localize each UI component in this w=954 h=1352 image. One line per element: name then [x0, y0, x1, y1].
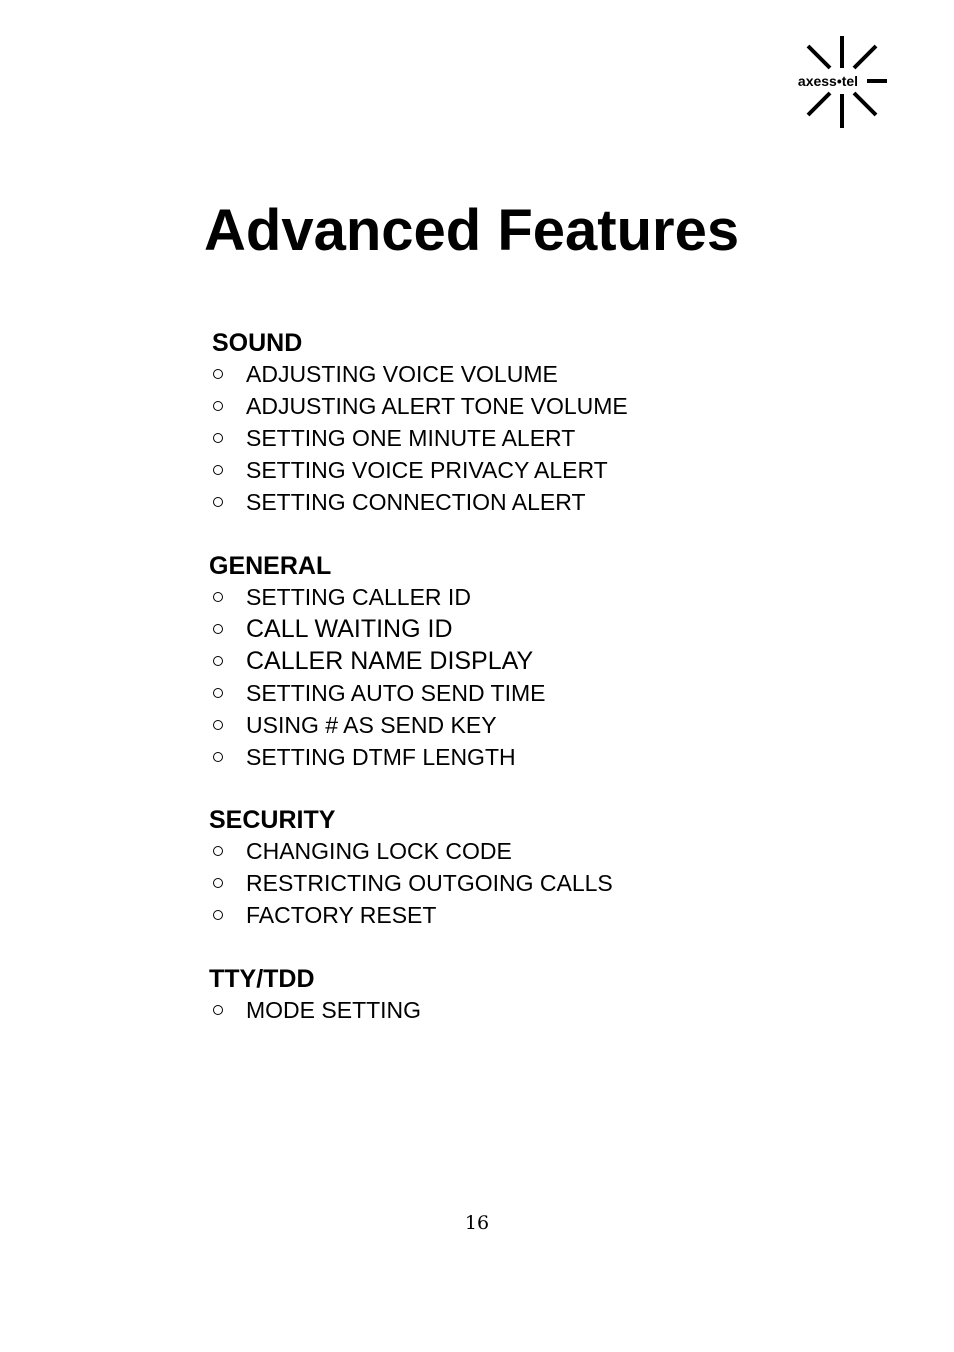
section-heading: SECURITY [209, 806, 336, 834]
circle-bullet-icon [213, 624, 223, 634]
circle-bullet-icon [213, 497, 223, 507]
circle-bullet-icon [213, 369, 223, 379]
section-heading: TTY/TDD [209, 965, 315, 993]
section-heading: GENERAL [209, 552, 332, 580]
circle-bullet-icon [213, 846, 223, 856]
section-sound [212, 328, 628, 518]
starburst-logo-icon [790, 34, 890, 130]
circle-bullet-icon [213, 433, 223, 443]
list-item: FACTORY RESET [209, 899, 335, 931]
logo-text: axess•tel [797, 73, 859, 89]
section-security [209, 805, 613, 931]
list-item: ADJUSTING VOICE VOLUME [209, 358, 302, 390]
page-number: 16 [464, 1212, 490, 1234]
list-item: SETTING DTMF LENGTH [209, 741, 331, 773]
list-item: CHANGING LOCK CODE [209, 835, 335, 867]
list-item: SETTING CONNECTION ALERT [209, 486, 302, 518]
circle-bullet-icon [213, 688, 223, 698]
list-item: SETTING ONE MINUTE ALERT [209, 422, 302, 454]
list-item: SETTING VOICE PRIVACY ALERT [209, 454, 302, 486]
list-item: ADJUSTING ALERT TONE VOLUME [209, 390, 302, 422]
list-item: CALL WAITING ID [209, 613, 331, 645]
section-tty-tdd [209, 964, 422, 1026]
circle-bullet-icon [213, 401, 223, 411]
circle-bullet-icon [213, 1005, 223, 1015]
list-item: USING # AS SEND KEY [209, 709, 331, 741]
axesstel-logo [790, 34, 890, 130]
list-item: RESTRICTING OUTGOING CALLS [209, 867, 335, 899]
circle-bullet-icon [213, 910, 223, 920]
section-heading: SOUND [212, 329, 303, 357]
section-general [209, 551, 546, 773]
circle-bullet-icon [213, 720, 223, 730]
list-item: SETTING CALLER ID [209, 581, 331, 613]
circle-bullet-icon [213, 656, 223, 666]
page-title: Advanced Features [204, 198, 740, 263]
list-item: MODE SETTING [209, 994, 315, 1026]
circle-bullet-icon [213, 752, 223, 762]
list-item: CALLER NAME DISPLAY [209, 645, 331, 677]
circle-bullet-icon [213, 878, 223, 888]
circle-bullet-icon [213, 592, 223, 602]
list-item: SETTING AUTO SEND TIME [209, 677, 331, 709]
circle-bullet-icon [213, 465, 223, 475]
